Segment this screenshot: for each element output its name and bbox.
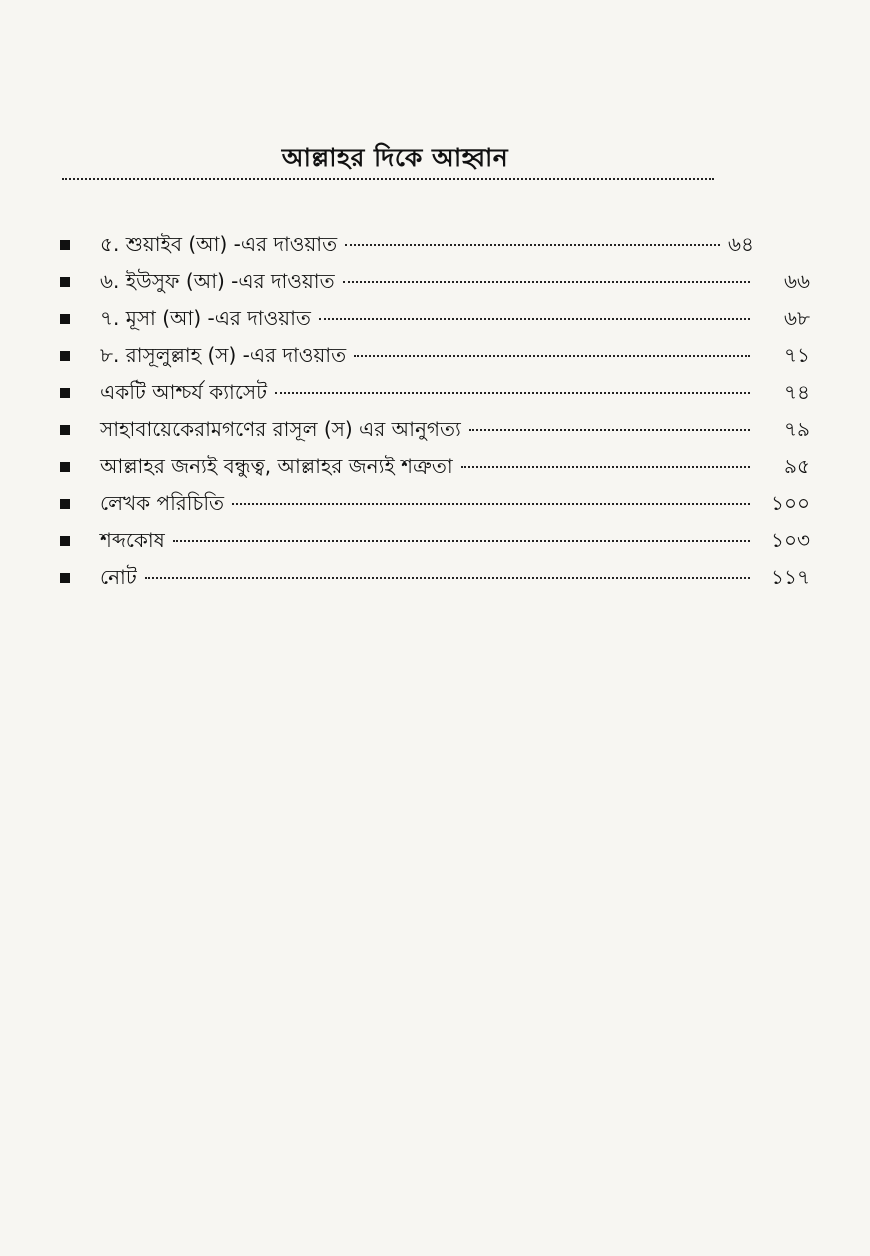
toc-entry	[58, 411, 810, 448]
square-bullet-icon	[60, 277, 70, 287]
toc-entry-page: ৭৯	[784, 417, 810, 441]
dot-leader	[343, 281, 750, 283]
dot-leader	[345, 244, 720, 246]
square-bullet-icon	[60, 573, 70, 583]
toc-entry-page: ১০০	[771, 491, 810, 515]
square-bullet-icon	[60, 499, 70, 509]
header-dotted-rule	[62, 178, 714, 180]
toc-entry-page: ৬৪	[728, 232, 754, 256]
toc-entry-title: ৮. রাসূলুল্লাহ (স) -এর দাওয়াত	[100, 343, 347, 367]
toc-entry-title: ৬. ইউসুফ (আ) -এর দাওয়াত	[100, 269, 335, 293]
toc-entry-page: ৭৪	[784, 380, 810, 404]
toc-entry-title: আল্লাহর জন্যই বন্ধুত্ব, আল্লাহর জন্যই শত্রুতা	[100, 454, 453, 478]
toc-entry	[58, 337, 810, 374]
square-bullet-icon	[60, 351, 70, 361]
toc-entry-page: ৬৮	[784, 306, 810, 330]
dot-leader	[319, 318, 750, 320]
square-bullet-icon	[60, 536, 70, 546]
toc-entry-page: ৬৬	[783, 269, 810, 293]
square-bullet-icon	[60, 314, 70, 324]
square-bullet-icon	[60, 388, 70, 398]
dot-leader	[461, 466, 750, 468]
toc-entry	[58, 559, 810, 596]
toc-entry	[58, 485, 810, 522]
dot-leader	[275, 392, 750, 394]
toc-entry-title: সাহাবায়েকেরামগণের রাসূল (স) এর আনুগত্য	[100, 417, 461, 441]
toc-entry-title: ৫. শুয়াইব (আ) -এর দাওয়াত	[100, 232, 338, 256]
toc-entry-page: ৯৫	[784, 454, 810, 478]
toc-entry	[58, 263, 810, 300]
dot-leader	[354, 355, 750, 357]
dot-leader	[232, 503, 750, 505]
toc-entry-page: ১০৩	[771, 528, 810, 552]
running-header-title: আল্লাহর দিকে আহ্বান	[281, 143, 509, 172]
toc-entry-page: ১১৭	[771, 565, 810, 589]
toc-entry-title: ৭. মূসা (আ) -এর দাওয়াত	[100, 306, 311, 330]
toc-entry	[58, 448, 810, 485]
square-bullet-icon	[60, 462, 70, 472]
square-bullet-icon	[60, 240, 70, 250]
toc-entry-title: একটি আশ্চর্য ক্যাসেট	[100, 380, 267, 404]
toc-entry	[58, 374, 810, 411]
toc-entry-title: লেখক পরিচিতি	[100, 491, 225, 515]
toc-entry-page: ৭১	[784, 343, 810, 367]
toc-entry	[58, 522, 810, 559]
dot-leader	[469, 429, 750, 431]
table-of-contents	[58, 226, 810, 596]
toc-entry	[58, 226, 810, 263]
toc-entry-title: শব্দকোষ	[100, 528, 165, 552]
dot-leader	[173, 540, 750, 542]
toc-entry-title: নোট	[100, 565, 137, 589]
dot-leader	[145, 577, 750, 579]
square-bullet-icon	[60, 425, 70, 435]
toc-entry	[58, 300, 810, 337]
